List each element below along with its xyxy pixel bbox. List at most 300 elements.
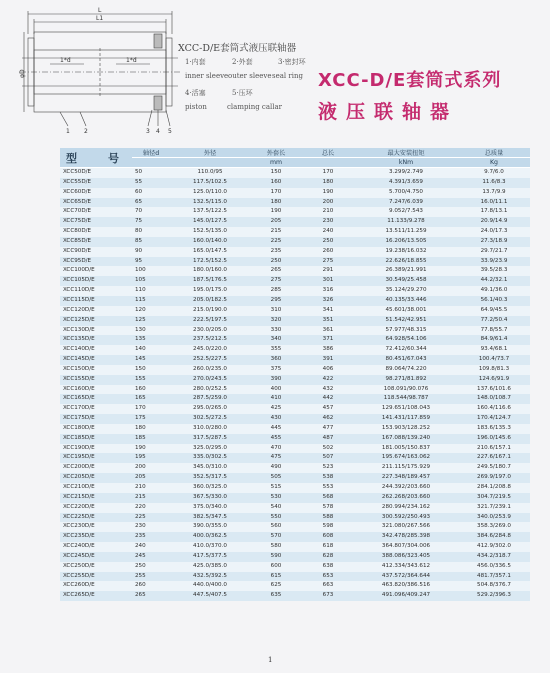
cell-model: XCC100D/E: [60, 266, 132, 276]
dim-D-label: φD: [19, 69, 26, 78]
cell-max-torque: 437.572/364.644: [354, 572, 458, 582]
cell-total-length: 457: [302, 404, 354, 414]
cell-model: XCC220D/E: [60, 503, 132, 513]
cell-total-mass: 49.1/36.0: [458, 286, 530, 296]
cell-total-mass: 13.7/9.9: [458, 188, 530, 198]
table-row: [60, 404, 530, 414]
cell-model: XCC85D/E: [60, 237, 132, 247]
cell-outer-sleeve-length: 310: [250, 306, 302, 316]
cell-total-length: 568: [302, 493, 354, 503]
cell-shaft-diameter: 60: [132, 188, 170, 198]
cell-total-mass: 77.8/55.7: [458, 326, 530, 336]
cell-outer-sleeve-length: 530: [250, 493, 302, 503]
table-row: [60, 276, 530, 286]
cell-outer-diameter: 215.0/190.0: [170, 306, 250, 316]
cell-shaft-diameter: 125: [132, 316, 170, 326]
table-row: [60, 493, 530, 503]
cell-shaft-diameter: 135: [132, 335, 170, 345]
table-row: [60, 562, 530, 572]
cell-total-mass: 24.0/17.3: [458, 227, 530, 237]
callout-3: 3: [146, 128, 150, 135]
cell-total-mass: 33.9/23.9: [458, 257, 530, 267]
table-row: [60, 453, 530, 463]
cell-total-mass: 529.2/396.3: [458, 591, 530, 601]
cell-outer-sleeve-length: 515: [250, 483, 302, 493]
cell-outer-sleeve-length: 265: [250, 266, 302, 276]
cell-model: XCC155D/E: [60, 375, 132, 385]
cell-outer-sleeve-length: 225: [250, 237, 302, 247]
cell-outer-sleeve-length: 410: [250, 394, 302, 404]
cell-outer-sleeve-length: 275: [250, 276, 302, 286]
cell-outer-sleeve-length: 590: [250, 552, 302, 562]
cell-outer-diameter: 335.0/302.5: [170, 453, 250, 463]
table-row: [60, 572, 530, 582]
cell-total-mass: 39.5/28.3: [458, 266, 530, 276]
cell-model: XCC90D/E: [60, 247, 132, 257]
cell-total-length: 291: [302, 266, 354, 276]
cell-max-torque: 342.478/285.398: [354, 532, 458, 542]
cell-max-torque: 7.247/6.039: [354, 198, 458, 208]
cell-max-torque: 412.334/343.612: [354, 562, 458, 572]
cell-outer-diameter: 352.5/317.5: [170, 473, 250, 483]
callout-2: 2: [84, 128, 88, 135]
table-row: [60, 375, 530, 385]
coupling-drawing: [20, 8, 180, 136]
cell-model: XCC70D/E: [60, 207, 132, 217]
cell-model: XCC235D/E: [60, 532, 132, 542]
cell-total-mass: 412.9/302.0: [458, 542, 530, 552]
cell-outer-diameter: 325.0/295.0: [170, 444, 250, 454]
cell-model: XCC225D/E: [60, 513, 132, 523]
cell-outer-diameter: 260.0/235.0: [170, 365, 250, 375]
cell-model: XCC260D/E: [60, 581, 132, 591]
cell-max-torque: 19.238/16.032: [354, 247, 458, 257]
cell-model: XCC110D/E: [60, 286, 132, 296]
cell-model: XCC195D/E: [60, 453, 132, 463]
cell-model: XCC205D/E: [60, 473, 132, 483]
cell-total-mass: 84.9/61.4: [458, 335, 530, 345]
cell-total-length: 628: [302, 552, 354, 562]
table-row: [60, 581, 530, 591]
cell-outer-diameter: 432.5/392.5: [170, 572, 250, 582]
dim-L-label: L: [98, 7, 102, 14]
cell-outer-sleeve-length: 560: [250, 522, 302, 532]
cell-total-length: 341: [302, 306, 354, 316]
cell-outer-diameter: 417.5/377.5: [170, 552, 250, 562]
cell-total-length: 608: [302, 532, 354, 542]
cell-outer-sleeve-length: 425: [250, 404, 302, 414]
cell-outer-sleeve-length: 320: [250, 316, 302, 326]
cell-model: XCC245D/E: [60, 552, 132, 562]
cell-total-length: 442: [302, 394, 354, 404]
label-outer-sleeve-en: outer sleeve: [228, 72, 272, 80]
table-row: [60, 385, 530, 395]
cell-model: XCC255D/E: [60, 572, 132, 582]
cell-shaft-diameter: 160: [132, 385, 170, 395]
cell-outer-diameter: 222.5/197.5: [170, 316, 250, 326]
cell-max-torque: 3.299/2.749: [354, 168, 458, 178]
cell-max-torque: 262.268/203.660: [354, 493, 458, 503]
cell-total-mass: 170.4/124.7: [458, 414, 530, 424]
cell-outer-diameter: 287.5/259.0: [170, 394, 250, 404]
cell-model: XCC175D/E: [60, 414, 132, 424]
table-row: [60, 217, 530, 227]
cell-total-length: 406: [302, 365, 354, 375]
label-piston-en: piston: [185, 103, 207, 111]
cell-outer-sleeve-length: 430: [250, 414, 302, 424]
spec-table-body: [60, 168, 530, 602]
cell-outer-sleeve-length: 375: [250, 365, 302, 375]
cell-model: XCC140D/E: [60, 345, 132, 355]
cell-max-torque: 64.928/54.106: [354, 335, 458, 345]
cell-total-length: 538: [302, 473, 354, 483]
unit-total-length: [302, 158, 354, 168]
cell-shaft-diameter: 150: [132, 365, 170, 375]
cell-outer-diameter: 110.0/95: [170, 168, 250, 178]
cell-model: XCC170D/E: [60, 404, 132, 414]
cell-shaft-diameter: 175: [132, 414, 170, 424]
cell-max-torque: 195.674/163.062: [354, 453, 458, 463]
table-row: [60, 394, 530, 404]
cell-shaft-diameter: 110: [132, 286, 170, 296]
cell-outer-diameter: 280.0/252.5: [170, 385, 250, 395]
cell-outer-sleeve-length: 250: [250, 257, 302, 267]
label-piston-cn: 4·活塞: [185, 89, 206, 97]
cell-outer-sleeve-length: 235: [250, 247, 302, 257]
cell-shaft-diameter: 120: [132, 306, 170, 316]
cell-model: XCC230D/E: [60, 522, 132, 532]
cell-total-length: 487: [302, 434, 354, 444]
cell-max-torque: 22.626/18.855: [354, 257, 458, 267]
table-row: [60, 227, 530, 237]
cell-total-length: 391: [302, 355, 354, 365]
cell-outer-diameter: 425.0/385.0: [170, 562, 250, 572]
cell-shaft-diameter: 100: [132, 266, 170, 276]
cell-total-length: 210: [302, 207, 354, 217]
cell-outer-sleeve-length: 160: [250, 178, 302, 188]
cell-shaft-diameter: 195: [132, 453, 170, 463]
cell-max-torque: 80.451/67.043: [354, 355, 458, 365]
cell-total-mass: 93.4/68.1: [458, 345, 530, 355]
cell-total-length: 240: [302, 227, 354, 237]
cell-total-length: 351: [302, 316, 354, 326]
cell-total-length: 200: [302, 198, 354, 208]
cell-outer-diameter: 317.5/287.5: [170, 434, 250, 444]
cell-model: XCC160D/E: [60, 385, 132, 395]
table-row: [60, 266, 530, 276]
cell-outer-diameter: 302.5/272.5: [170, 414, 250, 424]
cell-model: XCC215D/E: [60, 493, 132, 503]
cell-max-torque: 388.086/323.405: [354, 552, 458, 562]
dim-L1-label: L1: [96, 15, 104, 22]
table-row: [60, 178, 530, 188]
cell-total-length: 598: [302, 522, 354, 532]
cell-total-mass: 321.7/239.1: [458, 503, 530, 513]
cell-shaft-diameter: 155: [132, 375, 170, 385]
cell-max-torque: 4.391/3.659: [354, 178, 458, 188]
cell-total-mass: 269.9/197.0: [458, 473, 530, 483]
cell-outer-sleeve-length: 580: [250, 542, 302, 552]
cell-shaft-diameter: 75: [132, 217, 170, 227]
cell-max-torque: 11.133/9.278: [354, 217, 458, 227]
cell-outer-diameter: 345.0/310.0: [170, 463, 250, 473]
cell-outer-diameter: 410.0/370.0: [170, 542, 250, 552]
cell-shaft-diameter: 265: [132, 591, 170, 601]
cell-shaft-diameter: 70: [132, 207, 170, 217]
cell-outer-sleeve-length: 470: [250, 444, 302, 454]
cell-shaft-diameter: 245: [132, 552, 170, 562]
cell-model: XCC165D/E: [60, 394, 132, 404]
cell-outer-sleeve-length: 400: [250, 385, 302, 395]
label-outer-sleeve-cn: 2·外套: [232, 58, 253, 66]
cell-max-torque: 129.651/108.043: [354, 404, 458, 414]
cell-model: XCC180D/E: [60, 424, 132, 434]
table-row: [60, 473, 530, 483]
table-row: [60, 424, 530, 434]
cell-outer-diameter: 165.0/147.5: [170, 247, 250, 257]
cell-outer-diameter: 295.0/265.0: [170, 404, 250, 414]
unit-outer-diameter: [170, 158, 250, 168]
cell-outer-sleeve-length: 625: [250, 581, 302, 591]
unit-mm: mm: [250, 158, 302, 168]
callout-1: 1: [66, 128, 70, 135]
cell-max-torque: 321.080/267.566: [354, 522, 458, 532]
cell-max-torque: 300.592/250.493: [354, 513, 458, 523]
cell-outer-diameter: 132.5/115.0: [170, 198, 250, 208]
cell-model: XCC250D/E: [60, 562, 132, 572]
cell-model: XCC120D/E: [60, 306, 132, 316]
col-header-outer-diameter: 外径: [170, 148, 250, 158]
cell-outer-diameter: 230.0/205.0: [170, 326, 250, 336]
cell-max-torque: 57.977/48.315: [354, 326, 458, 336]
table-row: [60, 355, 530, 365]
cell-total-length: 502: [302, 444, 354, 454]
table-row: [60, 503, 530, 513]
cell-total-length: 507: [302, 453, 354, 463]
cell-outer-diameter: 252.5/227.5: [170, 355, 250, 365]
cell-model: XCC75D/E: [60, 217, 132, 227]
cell-model: XCC105D/E: [60, 276, 132, 286]
table-row: [60, 188, 530, 198]
label-clamping-callar-en: clamping callar: [227, 103, 282, 111]
cell-total-length: 653: [302, 572, 354, 582]
cell-max-torque: 13.511/11.259: [354, 227, 458, 237]
cell-total-length: 462: [302, 414, 354, 424]
cell-shaft-diameter: 215: [132, 493, 170, 503]
cell-outer-sleeve-length: 635: [250, 591, 302, 601]
cell-total-mass: 210.6/157.1: [458, 444, 530, 454]
cell-total-length: 326: [302, 296, 354, 306]
cell-total-length: 361: [302, 326, 354, 336]
cell-outer-sleeve-length: 615: [250, 572, 302, 582]
cell-total-length: 523: [302, 463, 354, 473]
cell-total-mass: 304.7/219.5: [458, 493, 530, 503]
cell-outer-diameter: 195.0/175.0: [170, 286, 250, 296]
cell-shaft-diameter: 220: [132, 503, 170, 513]
cell-total-length: 553: [302, 483, 354, 493]
cell-total-mass: 384.6/284.8: [458, 532, 530, 542]
cell-outer-sleeve-length: 330: [250, 326, 302, 336]
cell-shaft-diameter: 255: [132, 572, 170, 582]
cell-max-torque: 227.348/189.457: [354, 473, 458, 483]
cell-shaft-diameter: 95: [132, 257, 170, 267]
table-row: [60, 591, 530, 601]
cell-shaft-diameter: 50: [132, 168, 170, 178]
cell-total-mass: 9.7/6.0: [458, 168, 530, 178]
cell-max-torque: 181.005/150.837: [354, 444, 458, 454]
table-row: [60, 198, 530, 208]
cell-shaft-diameter: 130: [132, 326, 170, 336]
cell-total-mass: 77.2/50.4: [458, 316, 530, 326]
cell-model: XCC185D/E: [60, 434, 132, 444]
cell-outer-sleeve-length: 445: [250, 424, 302, 434]
cell-total-mass: 100.4/73.7: [458, 355, 530, 365]
cell-max-torque: 45.601/38.001: [354, 306, 458, 316]
cell-total-mass: 11.6/8.3: [458, 178, 530, 188]
table-row: [60, 237, 530, 247]
cell-max-torque: 364.807/304.006: [354, 542, 458, 552]
cell-total-mass: 137.6/101.6: [458, 385, 530, 395]
table-row: [60, 247, 530, 257]
cell-shaft-diameter: 90: [132, 247, 170, 257]
col-header-total-mass: 总质量: [458, 148, 530, 158]
cell-max-torque: 35.124/29.270: [354, 286, 458, 296]
cell-total-mass: 160.4/116.6: [458, 404, 530, 414]
table-row: [60, 444, 530, 454]
table-row: [60, 552, 530, 562]
cell-total-length: 663: [302, 581, 354, 591]
table-row: [60, 532, 530, 542]
cell-max-torque: 463.820/386.516: [354, 581, 458, 591]
cell-total-length: 578: [302, 503, 354, 513]
cell-outer-sleeve-length: 475: [250, 453, 302, 463]
cell-total-length: 432: [302, 385, 354, 395]
cell-model: XCC130D/E: [60, 326, 132, 336]
cell-model: XCC95D/E: [60, 257, 132, 267]
cell-outer-diameter: 440.0/400.0: [170, 581, 250, 591]
cell-total-mass: 434.2/318.7: [458, 552, 530, 562]
callout-4: 4: [156, 128, 160, 135]
table-row: [60, 365, 530, 375]
cell-total-mass: 456.0/336.5: [458, 562, 530, 572]
cell-total-mass: 56.1/40.3: [458, 296, 530, 306]
cell-outer-diameter: 360.0/325.0: [170, 483, 250, 493]
cell-max-torque: 167.088/139.240: [354, 434, 458, 444]
cell-outer-diameter: 117.5/102.5: [170, 178, 250, 188]
cell-outer-diameter: 180.0/160.0: [170, 266, 250, 276]
table-row: [60, 513, 530, 523]
cell-outer-diameter: 152.5/135.0: [170, 227, 250, 237]
cell-outer-sleeve-length: 285: [250, 286, 302, 296]
cell-outer-diameter: 187.5/176.5: [170, 276, 250, 286]
table-row: [60, 522, 530, 532]
cell-total-mass: 227.6/167.1: [458, 453, 530, 463]
cell-shaft-diameter: 180: [132, 424, 170, 434]
cell-total-length: 260: [302, 247, 354, 257]
cell-max-torque: 118.544/98.787: [354, 394, 458, 404]
cell-model: XCC210D/E: [60, 483, 132, 493]
cell-max-torque: 89.064/74.220: [354, 365, 458, 375]
cell-outer-diameter: 367.5/330.0: [170, 493, 250, 503]
cell-model: XCC65D/E: [60, 198, 132, 208]
cell-total-mass: 64.9/45.5: [458, 306, 530, 316]
table-row: [60, 483, 530, 493]
cell-model: XCC115D/E: [60, 296, 132, 306]
table-row: [60, 168, 530, 178]
cell-total-mass: 17.8/13.1: [458, 207, 530, 217]
table-row: [60, 335, 530, 345]
cell-total-mass: 27.3/18.9: [458, 237, 530, 247]
cell-outer-sleeve-length: 295: [250, 296, 302, 306]
cell-outer-sleeve-length: 170: [250, 188, 302, 198]
cell-outer-diameter: 145.0/127.5: [170, 217, 250, 227]
cell-outer-diameter: 310.0/280.0: [170, 424, 250, 434]
cell-max-torque: 5.700/4.750: [354, 188, 458, 198]
cell-outer-sleeve-length: 540: [250, 503, 302, 513]
table-row: [60, 257, 530, 267]
cell-max-torque: 491.096/409.247: [354, 591, 458, 601]
dim-d-label-left: 1*d: [60, 57, 71, 64]
product-type-title: 液压联轴器: [318, 101, 459, 123]
table-row: [60, 434, 530, 444]
col-header-outer-sleeve-length: 外套长: [250, 148, 302, 158]
cell-max-torque: 9.052/7.543: [354, 207, 458, 217]
cell-total-mass: 44.2/32.1: [458, 276, 530, 286]
cell-total-length: 638: [302, 562, 354, 572]
label-seal-ring-cn: 3·密封环: [278, 58, 306, 66]
col-header-shaft-diameter: 轴径d: [132, 148, 170, 158]
cell-shaft-diameter: 145: [132, 355, 170, 365]
cell-model: XCC80D/E: [60, 227, 132, 237]
cell-max-torque: 153.903/128.252: [354, 424, 458, 434]
cell-outer-diameter: 237.5/212.5: [170, 335, 250, 345]
cell-total-mass: 29.7/21.7: [458, 247, 530, 257]
cell-model: XCC135D/E: [60, 335, 132, 345]
cell-total-mass: 481.7/357.1: [458, 572, 530, 582]
table-header-row: [60, 148, 530, 158]
col-header-model: 型 号: [60, 148, 132, 168]
cell-total-length: 170: [302, 168, 354, 178]
cell-total-mass: 249.5/180.7: [458, 463, 530, 473]
table-row: [60, 316, 530, 326]
cell-total-length: 386: [302, 345, 354, 355]
label-inner-sleeve-en: inner sleeve: [185, 72, 229, 80]
cell-total-length: 250: [302, 237, 354, 247]
cell-outer-diameter: 447.5/407.5: [170, 591, 250, 601]
cell-total-length: 301: [302, 276, 354, 286]
cell-outer-sleeve-length: 490: [250, 463, 302, 473]
table-row: [60, 463, 530, 473]
cell-shaft-diameter: 200: [132, 463, 170, 473]
cell-model: XCC200D/E: [60, 463, 132, 473]
cell-outer-sleeve-length: 390: [250, 375, 302, 385]
cell-outer-sleeve-length: 455: [250, 434, 302, 444]
series-title: XCC-D/E套筒式系列: [318, 70, 502, 91]
cell-shaft-diameter: 55: [132, 178, 170, 188]
cell-shaft-diameter: 140: [132, 345, 170, 355]
cell-total-length: 618: [302, 542, 354, 552]
cell-model: XCC190D/E: [60, 444, 132, 454]
cell-total-mass: 148.0/108.7: [458, 394, 530, 404]
cell-max-torque: 211.115/175.929: [354, 463, 458, 473]
unit-shaft-diameter: [132, 158, 170, 168]
cell-model: XCC125D/E: [60, 316, 132, 326]
page-number: 1: [268, 656, 273, 664]
cell-outer-diameter: 205.0/182.5: [170, 296, 250, 306]
cell-outer-sleeve-length: 355: [250, 345, 302, 355]
cell-outer-sleeve-length: 570: [250, 532, 302, 542]
cell-max-torque: 108.091/90.076: [354, 385, 458, 395]
